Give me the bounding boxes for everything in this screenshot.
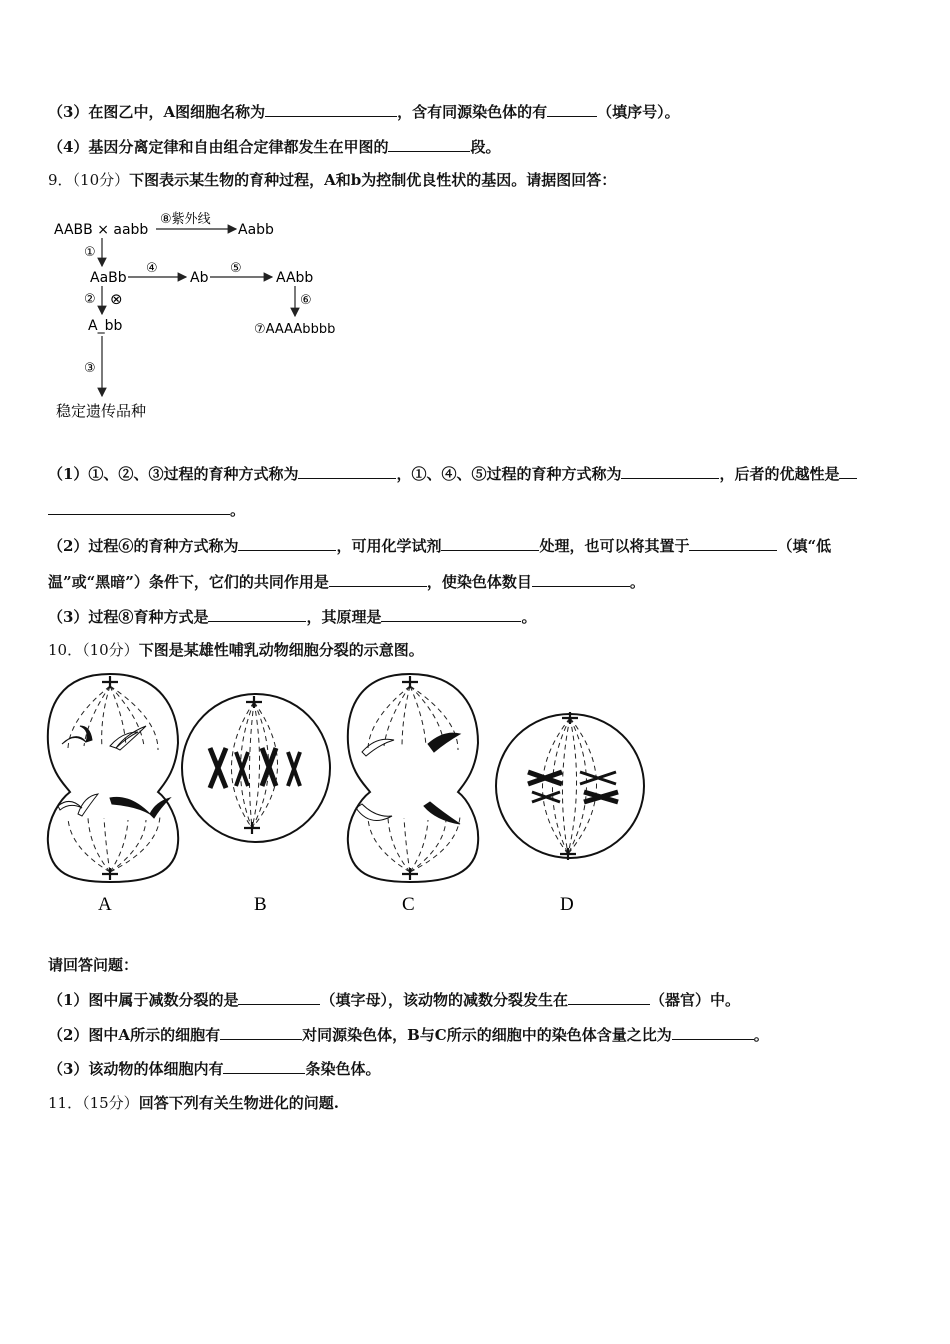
q9-p2-text-e: 温”或“黑暗”）条件下，它们的共同作用是 [48, 573, 329, 591]
chromosome-icon [262, 748, 276, 786]
chromosome-icon [428, 733, 460, 752]
cell-c-membrane [348, 674, 478, 882]
step2-label: ② [84, 292, 96, 307]
chromosome-icon [62, 726, 92, 744]
question-stem: 下图是某雄性哺乳动物细胞分裂的示意图。 [138, 641, 424, 659]
answer-blank[interactable] [238, 535, 336, 551]
q9-item-2 [48, 535, 831, 556]
q9-heading [48, 170, 616, 190]
q10-item-2 [48, 1024, 769, 1045]
q9-p3-text-a: （3）过程⑧育种方式是 [48, 608, 209, 626]
q9-p1-text-c: ，后者的优越性是 [719, 465, 840, 483]
answer-blank[interactable] [223, 1058, 305, 1074]
f1-label: AaBb [90, 270, 127, 286]
answer-blank[interactable] [547, 101, 597, 117]
q9-p2-text-a: （2）过程⑥的育种方式称为 [48, 537, 239, 555]
chromosome-icon [356, 804, 392, 821]
question-score: （15分） [82, 1094, 139, 1112]
chromosome-icon [580, 772, 616, 784]
answer-blank[interactable] [689, 535, 777, 551]
spindle-c-bottom [368, 816, 460, 872]
q9-p1-text-d: 。 [230, 501, 246, 519]
haploid-label: Ab [190, 270, 209, 286]
q10-p1-text-a: （1）图中属于减数分裂的是 [48, 991, 239, 1009]
step3-label: ③ [84, 361, 96, 376]
breeding-process-diagram [40, 200, 360, 430]
offspring-label: A_bb [88, 318, 123, 334]
q10-prompt: 请回答问题： [48, 956, 139, 974]
answer-blank[interactable] [568, 989, 650, 1005]
q8-p4-text-b: 段。 [470, 138, 501, 156]
q8-p3-text-b: ，含有同源染色体的有 [397, 103, 548, 121]
q9-item-2-cont [48, 571, 645, 592]
cell-label-c: C [402, 894, 415, 915]
self-cross-symbol: ⊗ [110, 290, 123, 308]
question-stem: 下图表示某生物的育种过程，A和b为控制优良性状的基因。请据图回答： [129, 171, 617, 189]
centriole-icon [246, 696, 262, 708]
answer-blank[interactable] [441, 535, 539, 551]
cell-a-membrane [48, 674, 178, 882]
q8-item-4 [48, 136, 500, 157]
step5-label: ⑤ [230, 261, 242, 276]
chromosome-icon [288, 752, 300, 786]
cell-d-membrane [496, 714, 644, 858]
q9-p2-text-c: 处理，也可以将其置于 [539, 537, 690, 555]
q9-p3-text-c: 。 [521, 608, 537, 626]
q8-p3-text-a: （3）在图乙中，A图细胞名称为 [48, 103, 266, 121]
answer-blank[interactable] [265, 101, 397, 117]
tetraploid-label: ⑦AAAAbbbb [254, 322, 336, 337]
answer-blank[interactable] [381, 606, 521, 622]
answer-blank[interactable] [672, 1024, 754, 1040]
chromosome-icon [362, 739, 394, 756]
centriole-icon [102, 868, 118, 880]
q9-p1-text-b: ，①、④、⑤过程的育种方式称为 [396, 465, 622, 483]
q9-item-3 [48, 606, 536, 627]
cell-label-b: B [254, 894, 267, 915]
q10-item-3 [48, 1058, 380, 1079]
q10-p2-text-b: 对同源染色体，B与C所示的细胞中的染色体含量之比为 [302, 1026, 672, 1044]
q11-heading [48, 1093, 339, 1113]
chromosome-icon [532, 792, 560, 802]
step1-label: ① [84, 245, 96, 260]
cell-label-d: D [560, 894, 574, 915]
chromosome-icon [236, 752, 248, 786]
spindle-a-bottom [68, 816, 160, 872]
chromosome-icon [210, 748, 226, 788]
q9-p1-text-a: （1）①、②、③过程的育种方式称为 [48, 465, 299, 483]
question-score: （10分） [72, 171, 130, 189]
q10-p2-text-a: （2）图中A所示的细胞有 [48, 1026, 221, 1044]
answer-blank[interactable] [220, 1024, 302, 1040]
chromosome-icon [110, 732, 138, 748]
answer-blank[interactable] [208, 606, 306, 622]
q10-heading [48, 640, 424, 660]
centriole-icon [102, 676, 118, 688]
chromosome-icon [78, 794, 98, 816]
parents-label: AABB × aabb [54, 222, 149, 238]
spindle-a-top [68, 686, 158, 750]
question-score: （10分） [82, 641, 139, 659]
q10-item-1 [48, 989, 740, 1010]
chromosome-icon [424, 802, 460, 824]
q10-p1-text-c: （器官）中。 [649, 991, 740, 1009]
cell-label-a: A [98, 894, 112, 915]
pure-line-label: AAbb [276, 270, 314, 286]
uv-result-label: Aabb [238, 222, 274, 238]
chromosome-icon [58, 801, 82, 810]
answer-blank[interactable] [329, 571, 427, 587]
step6-label: ⑥ [300, 293, 312, 308]
q8-item-3 [48, 101, 680, 122]
chromosome-icon [110, 797, 150, 814]
uv-step-label: ⑧紫外线 [160, 212, 211, 227]
q10-p1-text-b: （填字母），该动物的减数分裂发生在 [320, 991, 568, 1009]
chromosome-icon [584, 792, 618, 802]
q9-p2-text-d: （填“低 [777, 537, 832, 555]
answer-blank[interactable] [238, 989, 320, 1005]
chromosome-icon [116, 726, 146, 750]
answer-blank[interactable] [48, 499, 230, 515]
q9-p2-text-f: ，使染色体数目 [426, 573, 532, 591]
answer-blank[interactable] [388, 136, 470, 152]
q9-p2-text-g: 。 [629, 573, 645, 591]
q8-p4-text-a: （4）基因分离定律和自由组合定律都发生在甲图的 [48, 138, 389, 156]
question-number: 11． [48, 1094, 83, 1112]
q9-item-1-cont [48, 499, 245, 520]
q10-p3-text-b: 条染色体。 [305, 1060, 381, 1078]
q8-p3-text-c: （填序号）。 [597, 103, 680, 121]
q10-p2-text-c: 。 [753, 1026, 769, 1044]
chromosome-icon [528, 772, 562, 784]
q9-item-1 [48, 463, 857, 484]
centriole-icon [244, 822, 260, 834]
q9-p2-text-b: ，可用化学试剂 [336, 537, 442, 555]
answer-blank[interactable] [298, 463, 396, 479]
final-variety-label: 稳定遗传品种 [56, 402, 147, 420]
centriole-icon [402, 676, 418, 688]
answer-blank[interactable] [621, 463, 719, 479]
centriole-icon [402, 868, 418, 880]
q9-p3-text-b: ，其原理是 [306, 608, 382, 626]
chromosome-icon [150, 798, 170, 818]
step4-label: ④ [146, 261, 158, 276]
answer-blank[interactable] [532, 571, 630, 587]
question-stem: 回答下列有关生物进化的问题. [138, 1094, 339, 1112]
question-number: 10． [48, 641, 83, 659]
answer-blank[interactable] [839, 463, 857, 479]
question-number: 9． [48, 171, 73, 189]
cell-division-figure [40, 668, 660, 918]
q10-p3-text-a: （3）该动物的体细胞内有 [48, 1060, 224, 1078]
spindle-d [542, 718, 596, 854]
